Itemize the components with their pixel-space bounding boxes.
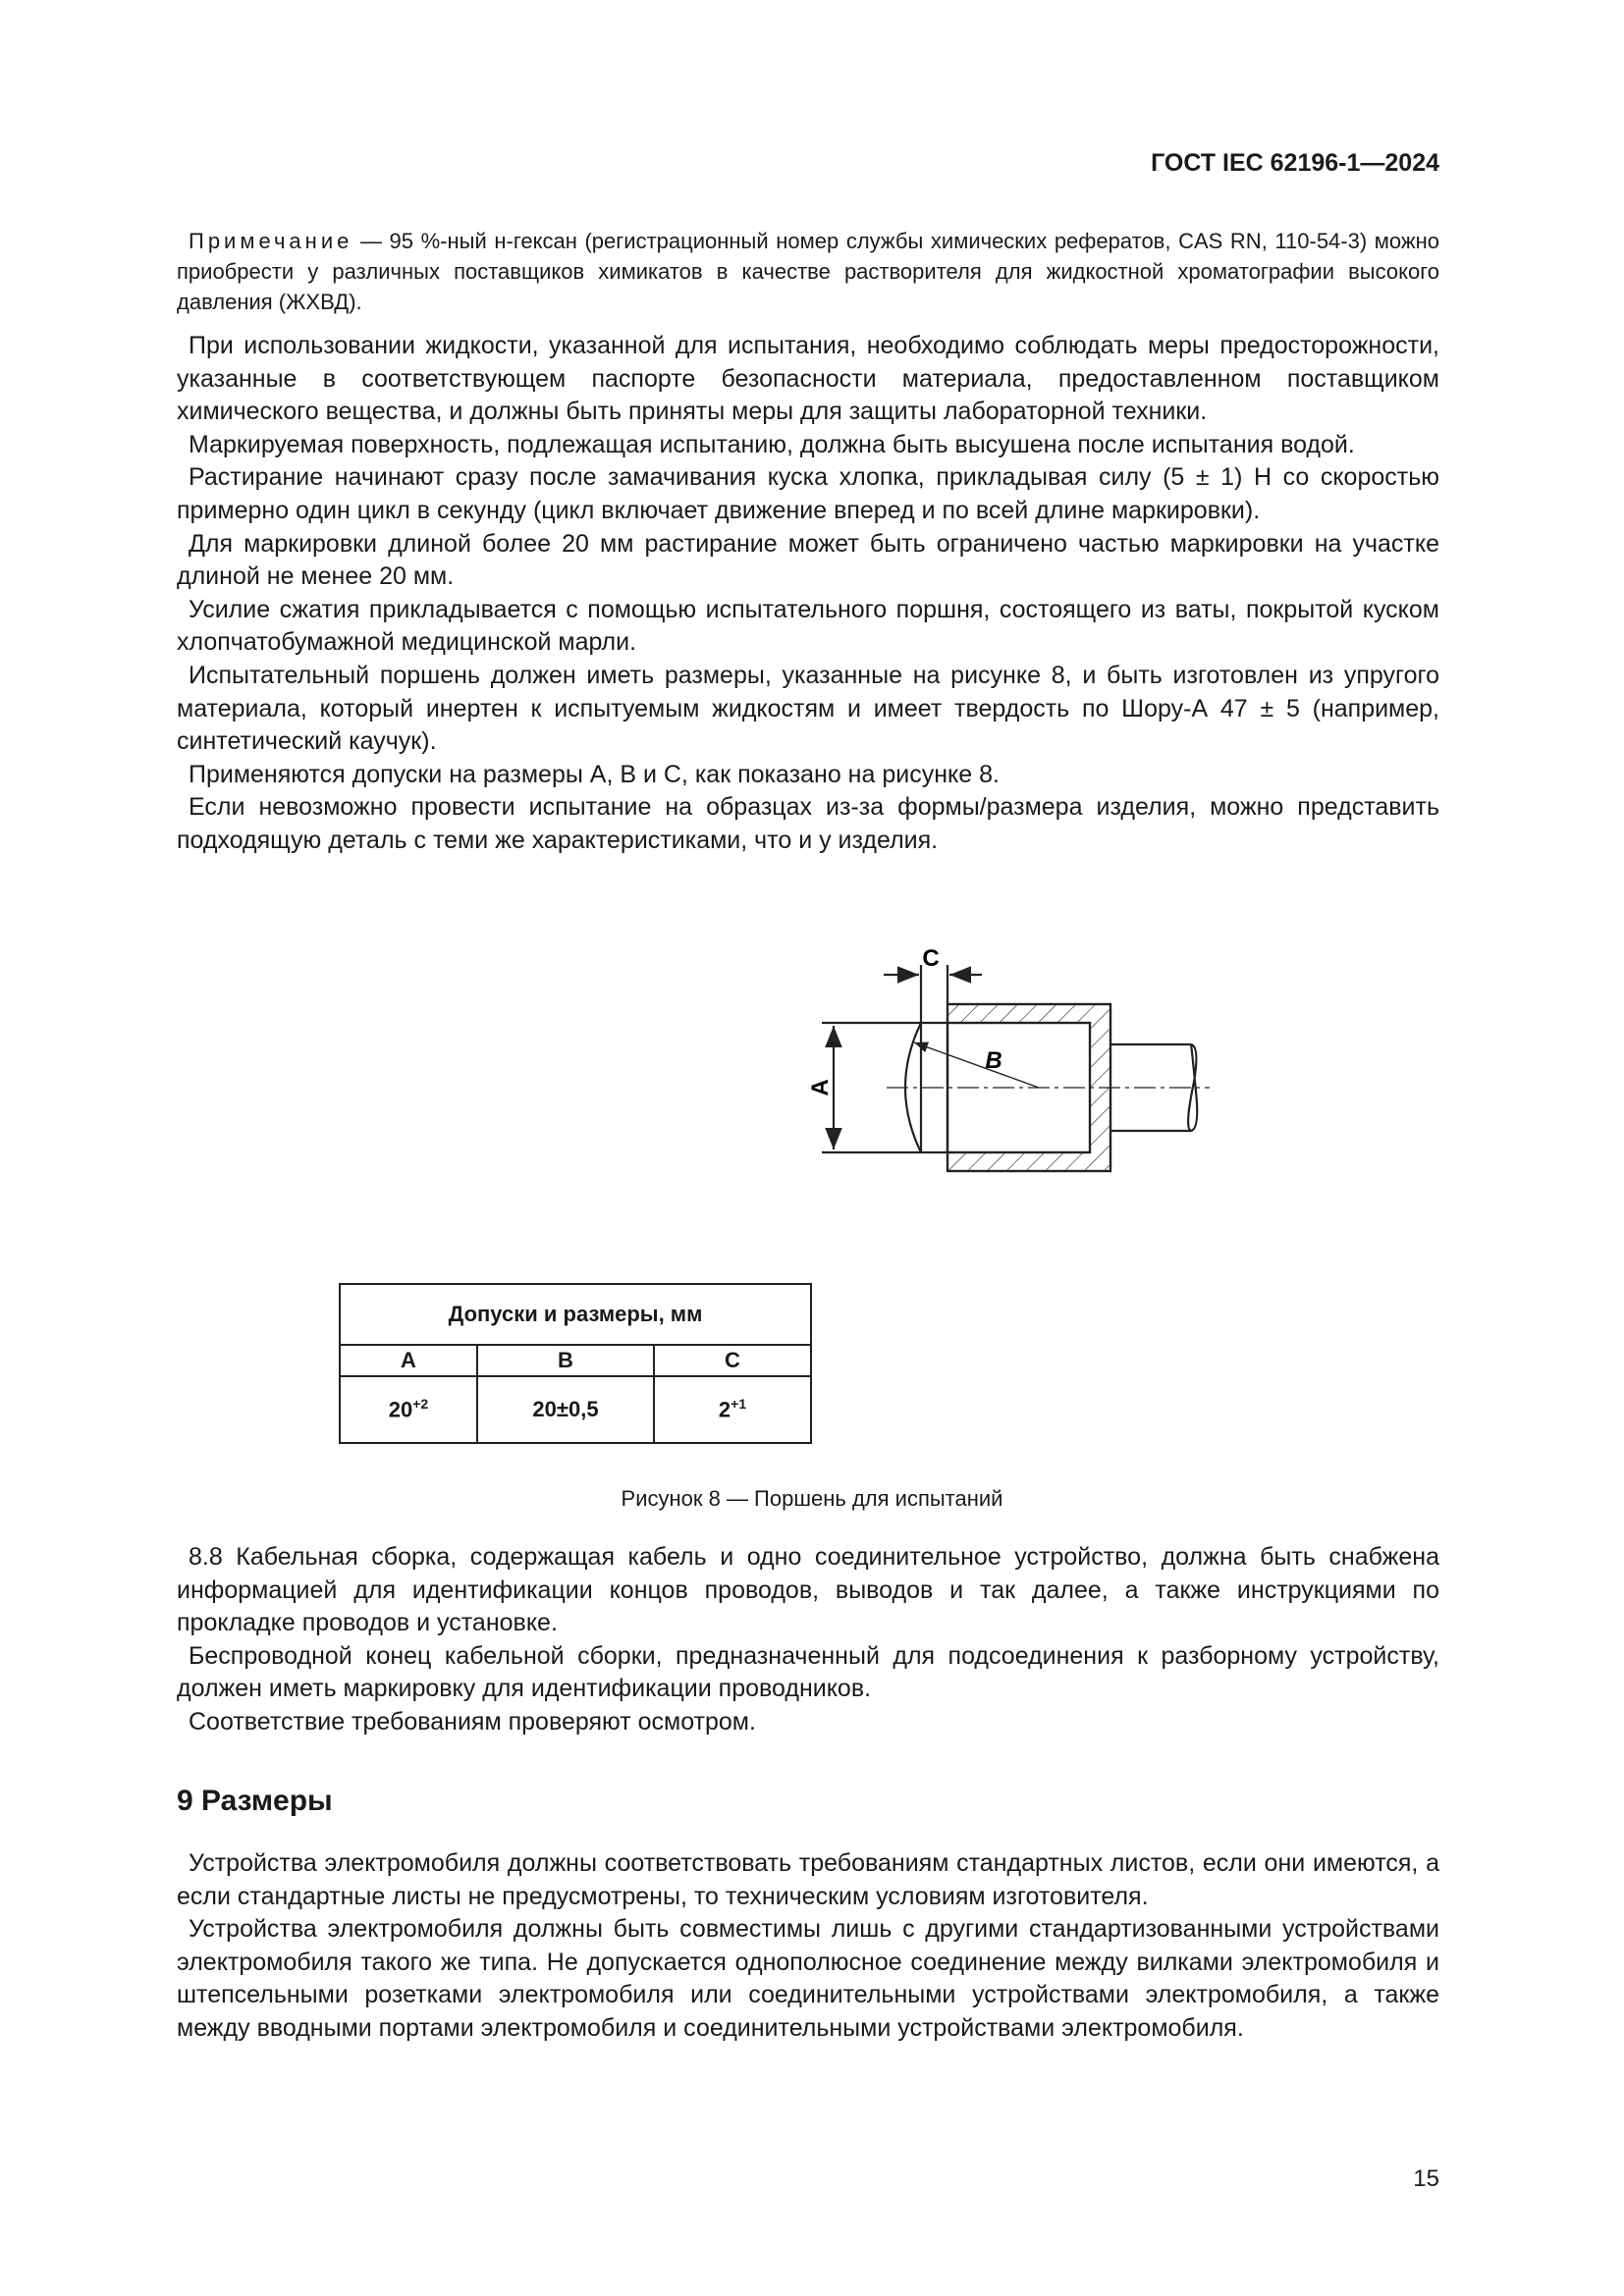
paragraph: Маркируемая поверхность, подлежащая испытанию, должна быть высушена после испытания водой. [189, 430, 1355, 458]
page-number: 15 [1413, 2165, 1439, 2192]
paragraph: Усилие сжатия прикладывается с помощью испытательного поршня, состоящего из ваты, покрытой куском хлопчатобумажной медицинской марли. [177, 595, 1439, 657]
table-cell [654, 1376, 811, 1443]
paragraph: Устройства электромобиля должны соответствовать требованиям стандартных листов, если они имеются, а если стандартные листы не предусмотрены, то техническим условиям изготовителя. [177, 1849, 1439, 1910]
label-a: A [807, 1079, 834, 1096]
table-title: Допуски и размеры, мм [340, 1284, 811, 1345]
table-header: B [477, 1345, 654, 1376]
paragraph: Соответствие требованиям проверяют осмотром. [189, 1707, 756, 1735]
cell-tolerance: +1 [731, 1396, 747, 1413]
note-text: — 95 %-ный н-гексан (регистрационный номер службы химических рефератов, CAS RN, 110-54-3) можно приобрести у различных поставщиков химикатов в качестве растворителя для жидкостной хроматографии высокого давления (ЖХВД). [177, 229, 1439, 314]
cell-value: 20 [388, 1397, 413, 1422]
paragraph: При использовании жидкости, указанной для испытания, необходимо соблюдать меры предосторожности, указанные в соответствующем паспорте безопасности материала, предоставленном поставщиком химического вещества, и должны быть приняты меры для защиты лабораторной техники. [177, 332, 1439, 426]
table-cell [340, 1376, 477, 1443]
paragraph: Применяются допуски на размеры А, В и С, как показано на рисунке 8. [189, 760, 1000, 788]
cell-value: 20±0,5 [532, 1397, 599, 1421]
table-row [340, 1376, 811, 1443]
paragraph: Беспроводной конец кабельной сборки, предназначенный для подсоединения к разборному устройству, должен иметь маркировку для идентификации проводников. [177, 1641, 1439, 1703]
label-b: B [985, 1047, 1002, 1074]
figure-caption: Рисунок 8 — Поршень для испытаний [621, 1486, 1003, 1511]
table-header: C [654, 1345, 811, 1376]
cell-value: 2 [718, 1397, 731, 1422]
table-cell [477, 1376, 654, 1443]
paragraph: Устройства электромобиля должны быть совместимы лишь с другими стандартизованными устройствами электромобиля такого же типа. Не допускается однополюсное соединение между вилками электромобиля и штепсельными розетками электромобиля или соединительными устройствами электромобиля, а также между вводными портами электромобиля и соединительными устройствами электромобиля. [177, 1915, 1439, 2042]
section-heading: 9 Размеры [177, 1785, 333, 1817]
paragraph: Растирание начинают сразу после замачивания куска хлопка, прикладывая силу (5 ± 1) Н со скоростью примерно один цикл в секунду (цикл включает движение вперед и по всей длине маркировки). [177, 463, 1439, 524]
cell-tolerance: +2 [412, 1396, 429, 1413]
note-label: Примечание [189, 229, 353, 253]
paragraph: Для маркировки длиной более 20 мм растирание может быть ограничено частью маркировки на участке длиной не менее 20 мм. [177, 529, 1439, 591]
paragraph: Испытательный поршень должен иметь размеры, указанные на рисунке 8, и быть изготовлен из упругого материала, который инертен к испытуемым жидкостям и имеет твердость по Шору-А 47 ± 5 (например, синтетический каучук). [177, 661, 1439, 756]
body-bottom [177, 1847, 1439, 2046]
paragraph: Если невозможно провести испытание на образцах из-за формы/размера изделия, можно представить подходящую деталь с теми же характеристиками, что и у изделия. [177, 793, 1439, 854]
paragraph: 8.8 Кабельная сборка, содержащая кабель и одно соединительное устройство, должна быть снабжена информацией для идентификации концов проводов, выводов и так далее, а также инструкциями по прокладке проводов и установке. [177, 1543, 1439, 1637]
table-header: A [340, 1345, 477, 1376]
body-mid [177, 1541, 1439, 1739]
document-id: ГОСТ IEC 62196-1—2024 [1151, 149, 1439, 177]
tolerances-table [339, 1283, 812, 1444]
label-c: C [922, 945, 940, 972]
